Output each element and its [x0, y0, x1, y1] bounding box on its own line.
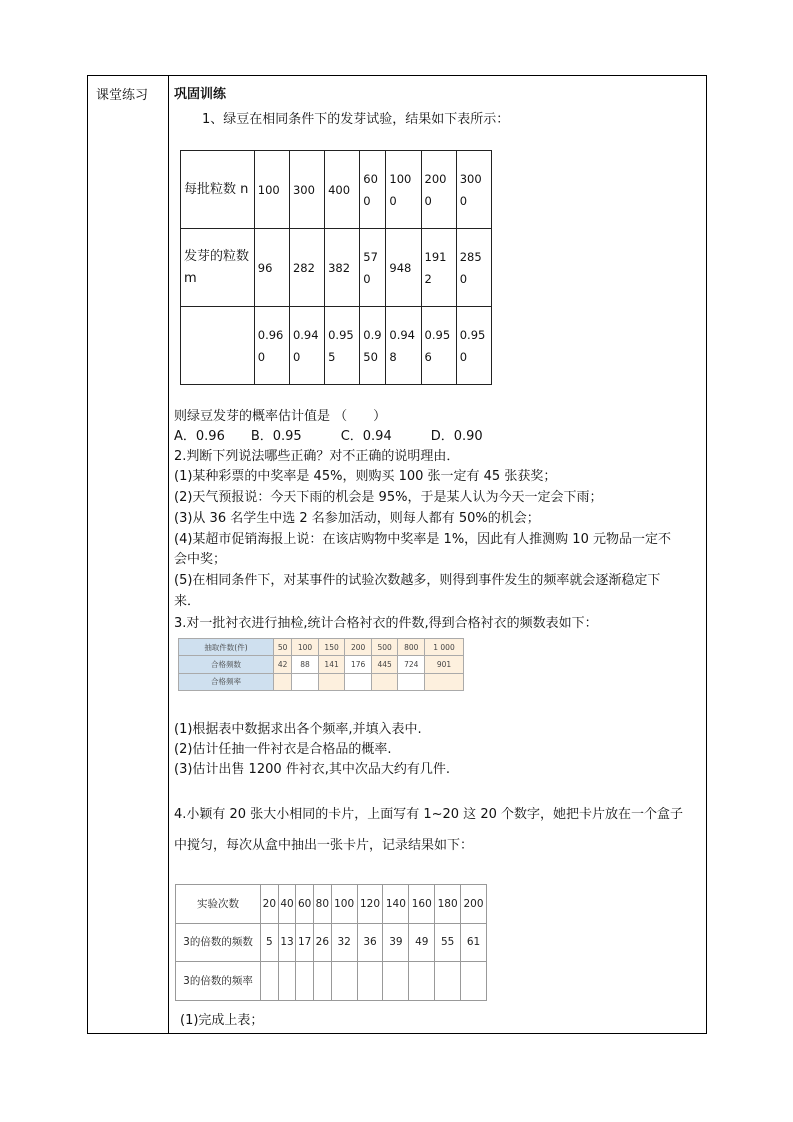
q2-s4a: (4)某超市促销海报上说：在该店购物中奖率是 1%，因此有人推测购 10 元物品一定不 [174, 532, 671, 547]
q2-title: 2.判断下列说法哪些正确？对不正确的说明理由． [174, 449, 460, 464]
q3-cell: 800 [398, 639, 425, 656]
q1-cell: 0.950 [456, 307, 491, 385]
q2-s4b: 会中奖； [174, 552, 227, 567]
q2-s1: (1)某种彩票的中奖率是 45%，则购买 100 张一定有 45 张获奖； [174, 469, 557, 484]
q3-cell-empty [371, 673, 398, 690]
q3-cell-empty [398, 673, 425, 690]
q4-p1: (1)完成上表； [180, 1013, 264, 1028]
q1-cell: 300 [289, 151, 324, 229]
q4-header: 3的倍数的频率 [176, 962, 261, 1001]
q4-cell-empty [461, 962, 487, 1001]
q4-cell: 17 [296, 923, 314, 962]
q3-cell-empty [425, 673, 464, 690]
q3-title: 3.对一批衬衣进行抽检,统计合格衬衣的件数,得到合格衬衣的频数表如下： [174, 616, 598, 631]
q1-cell: 0.956 [421, 307, 456, 385]
q2-s2: (2)天气预报说：今天下雨的机会是 95%，于是某人认为今天一定会下雨； [174, 490, 603, 505]
column-divider [168, 76, 169, 1033]
q4-cell: 32 [331, 923, 357, 962]
q4-cell-empty [314, 962, 332, 1001]
q4-cell: 60 [296, 885, 314, 924]
q4-cell-empty [357, 962, 383, 1001]
q3-header: 合格频数 [179, 656, 274, 673]
q4-header: 3的倍数的频数 [176, 923, 261, 962]
q3-p2: (2)估计任抽一件衬衣是合格品的概率. [174, 742, 392, 757]
q1-header-blank [181, 307, 255, 385]
q4-cell: 26 [314, 923, 332, 962]
q1-cell: 382 [325, 229, 360, 307]
q1-cell: 600 [360, 151, 386, 229]
q3-cell: 200 [345, 639, 372, 656]
q3-cell-empty [274, 673, 292, 690]
q4-cell: 13 [278, 923, 296, 962]
q3-header: 合格频率 [179, 673, 274, 690]
q1-cell: 100 [254, 151, 289, 229]
q4-cell: 61 [461, 923, 487, 962]
q3-cell: 150 [318, 639, 345, 656]
q1-cell: 0.940 [289, 307, 324, 385]
q4-cell: 120 [357, 885, 383, 924]
q4-cell: 20 [261, 885, 279, 924]
q4-cell-empty [261, 962, 279, 1001]
q4-cell-empty [331, 962, 357, 1001]
exercise-frame [87, 75, 707, 1034]
q1-cell: 948 [386, 229, 421, 307]
q4-cell-empty [296, 962, 314, 1001]
q1-header-m: 发芽的粒数 m [181, 229, 255, 307]
q4-cell-empty [435, 962, 461, 1001]
q3-cell: 1 000 [425, 639, 464, 656]
q1-table [180, 150, 492, 385]
q4-cell: 200 [461, 885, 487, 924]
q4-cell: 180 [435, 885, 461, 924]
q3-cell: 141 [318, 656, 345, 673]
q2-s3: (3)从 36 名学生中选 2 名参加活动，则每人都有 50%的机会； [174, 511, 540, 526]
q3-cell: 88 [292, 656, 319, 673]
q4-line2: 中搅匀，每次从盒中抽出一张卡片，记录结果如下： [174, 838, 474, 853]
q1-intro: 1、绿豆在相同条件下的发芽试验，结果如下表所示： [202, 112, 510, 127]
q3-cell: 50 [274, 639, 292, 656]
q4-line1: 4.小颖有 20 张大小相同的卡片，上面写有 1~20 这 20 个数字，她把卡片放在一个盒子 [174, 807, 683, 822]
q2-s5a: (5)在相同条件下，对某事件的试验次数越多，则得到事件发生的频率就会逐渐稳定下 [174, 573, 661, 588]
q1-cell: 282 [289, 229, 324, 307]
q4-cell: 80 [314, 885, 332, 924]
q3-p3: (3)估计出售 1200 件衬衣,其中次品大约有几件. [174, 762, 451, 777]
q1-cell: 2000 [421, 151, 456, 229]
q4-header: 实验次数 [176, 885, 261, 924]
q4-cell: 5 [261, 923, 279, 962]
q2-s5b: 来． [174, 594, 201, 609]
q1-cell: 2850 [456, 229, 491, 307]
q3-cell: 724 [398, 656, 425, 673]
q1-cell: 1912 [421, 229, 456, 307]
q1-cell: 0.950 [360, 307, 386, 385]
q1-question: 则绿豆发芽的概率估计值是 （ ） [174, 409, 387, 424]
q3-header: 抽取件数(件) [179, 639, 274, 656]
q3-cell: 100 [292, 639, 319, 656]
q4-cell: 36 [357, 923, 383, 962]
q3-cell: 901 [425, 656, 464, 673]
q4-cell: 160 [409, 885, 435, 924]
q1-cell: 0.948 [386, 307, 421, 385]
q3-table [178, 638, 464, 691]
q3-cell-empty [292, 673, 319, 690]
section-title: 巩固训练 [174, 87, 227, 102]
q3-cell: 42 [274, 656, 292, 673]
q3-cell: 500 [371, 639, 398, 656]
q1-cell: 400 [325, 151, 360, 229]
q4-cell-empty [278, 962, 296, 1001]
q4-cell: 55 [435, 923, 461, 962]
q4-cell: 39 [383, 923, 409, 962]
q1-cell: 570 [360, 229, 386, 307]
row-label: 课堂练习 [96, 88, 149, 103]
q1-options: A．0.96 B．0.95 C．0.94 D．0.90 [174, 429, 483, 444]
q3-cell-empty [345, 673, 372, 690]
q1-cell: 1000 [386, 151, 421, 229]
q4-cell-empty [409, 962, 435, 1001]
q1-cell: 3000 [456, 151, 491, 229]
q4-cell: 40 [278, 885, 296, 924]
q3-cell-empty [318, 673, 345, 690]
q1-cell: 0.960 [254, 307, 289, 385]
q4-table [175, 884, 487, 1001]
q4-cell: 140 [383, 885, 409, 924]
q3-cell: 445 [371, 656, 398, 673]
q3-cell: 176 [345, 656, 372, 673]
q1-header-n: 每批粒数 n [181, 151, 255, 229]
q1-cell: 0.955 [325, 307, 360, 385]
q4-cell-empty [383, 962, 409, 1001]
q4-cell: 100 [331, 885, 357, 924]
q1-cell: 96 [254, 229, 289, 307]
q4-cell: 49 [409, 923, 435, 962]
q3-p1: (1)根据表中数据求出各个频率,并填入表中. [174, 722, 422, 737]
